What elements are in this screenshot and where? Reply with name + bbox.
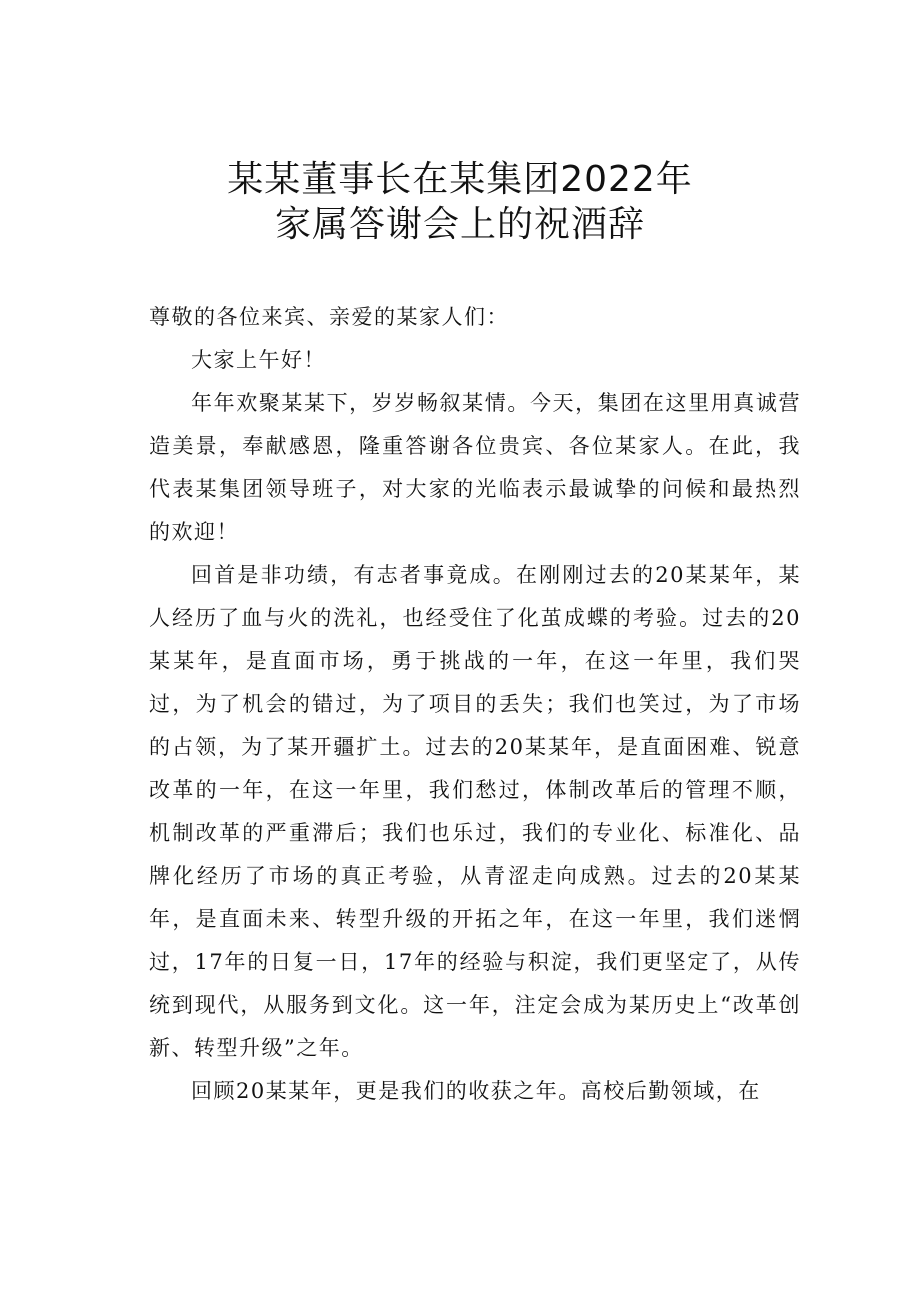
document-body [149,296,801,1113]
greeting: 大家上午好！ [191,348,326,372]
paragraph: 年年欢聚某某下，岁岁畅叙某情。今天，集团在这里用真诚营造美景，奉献感恩，隆重答谢各位贵宾、各位某家人。在此，我代表某集团领导班子，对大家的光临表示最诚挚的问候和最热烈的欢迎！ [149,391,801,544]
document-title-line-1: 某某董事长在某集团2022年 [227,159,693,200]
paragraph: 回首是非功绩，有志者事竟成。在刚刚过去的20某某年，某人经历了血与火的洗礼，也经受住了化茧成蝶的考验。过去的20某某年，是直面市场，勇于挑战的一年，在这一年里，我们哭过，为了机会的错过，为了项目的丢失；我们也笑过，为了市场的占领，为了某开疆扩土。过去的20某某年，是直面困难、锐意改革的一年，在这一年里，我们愁过，体制改革后的管理不顺，机制改革的严重滞后；我们也乐过，我们的专业化、标准化、品牌化经历了市场的真正考验，从青涩走向成熟。过去的20某某年，是直面未来、转型升级的开拓之年，在这一年里，我们迷惘过，17年的日复一日，17年的经验与积淀，我们更坚定了，从传统到现代，从服务到文化。这一年，注定会成为某历史上“改革创新、转型升级”之年。 [149,563,801,1060]
document-title-line-2: 家属答谢会上的祝酒辞 [274,204,645,245]
salutation: 尊敬的各位来宾、亲爱的某家人们： [149,305,509,329]
paragraph: 回顾20某某年，更是我们的收获之年。高校后勤领域，在 [191,1079,761,1103]
